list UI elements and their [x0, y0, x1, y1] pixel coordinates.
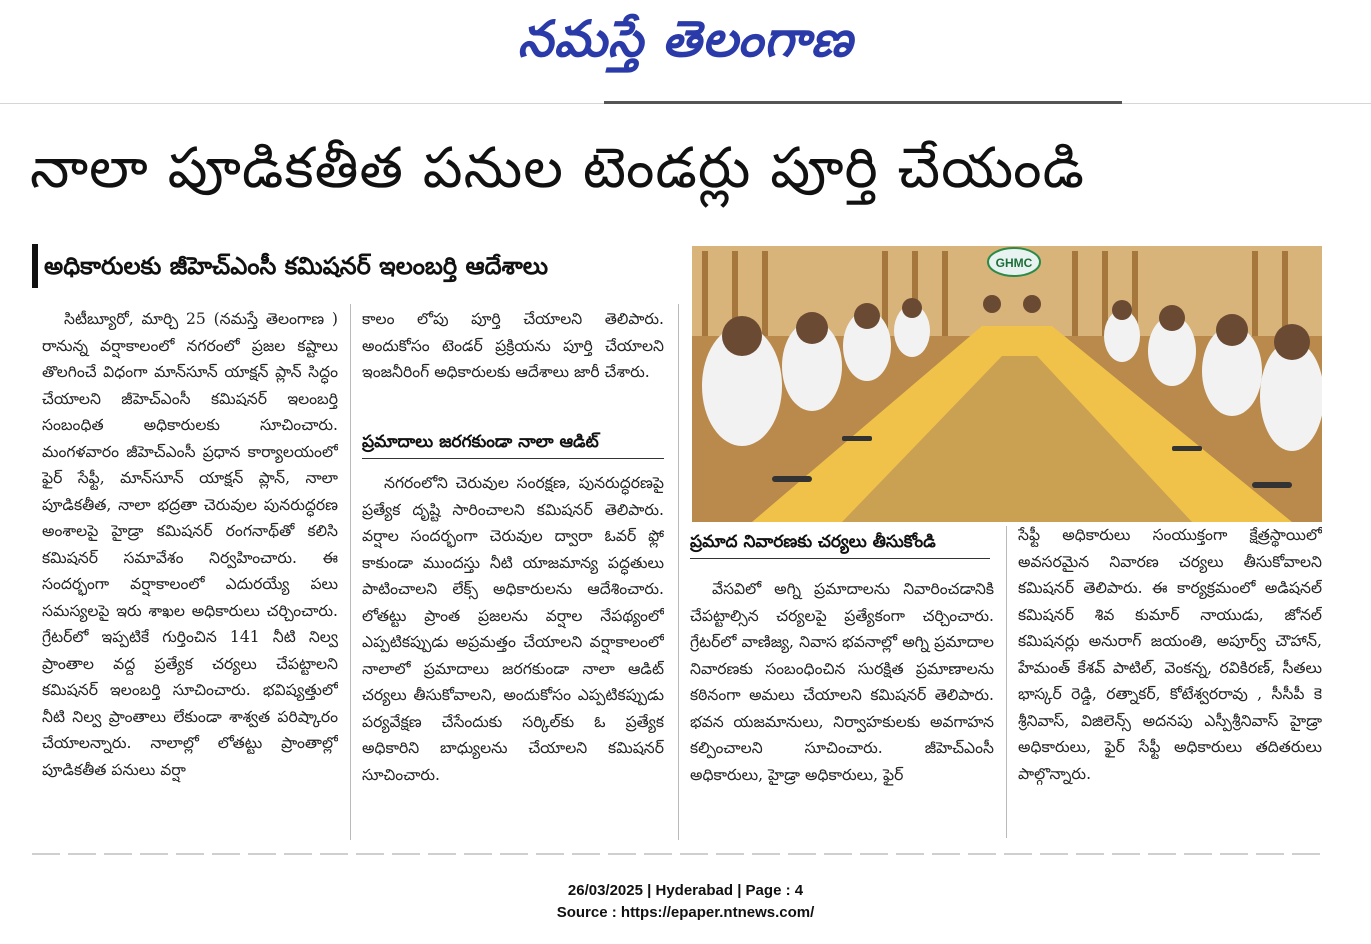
article-column-2 [362, 306, 664, 411]
article-paragraph: సిటీబ్యూరో, మార్చి 25 (నమస్తే తెలంగాణ ) రానున్న వర్షాకాలంలో నగరంలో ప్రజల కష్టాలు తొలగించే విధంగా మాన్‌సూన్ యాక్షన్ ప్లాన్ సిద్ధం చేయాలని జీహెచ్‌ఎంసీ కమిషనర్ ఇలంబర్తి సంబంధిత అధికారులకు సూచించారు. మంగళవారం జీహెచ్‌ఎంసీ ప్రధాన కార్యాలయంలో ఫైర్ సేఫ్టీ, మాన్‌సూన్ యాక్షన్ ప్లాన్, నాలా పూడికతీత, నాలా భద్రతా చెరువుల పునరుద్ధరణ అంశాలపై హైడ్రా కమిషనర్ రంగనాథ్‌తో కలిసి కమిషనర్ సమావేశం నిర్వహించారు. ఈ సందర్భంగా వర్షాకాలంలో ఎదురయ్యే పలు సమస్యలపై ఇరు శాఖల అధికారులు చర్చించారు. గ్రేటర్‌లో ఇప్పటికే గుర్తించిన 141 నీటి నిల్వ ప్రాంతాల వద్ద ప్రత్యేక చర్యలు చేపట్టాలని కమిషనర్ ఇలంబర్తి సూచించారు. భవిష్యత్తులో నీటి నిల్వ ప్రాంతాలు లేకుండా శాశ్వత పరిష్కారం చేయాలన్నారు. నాలాల్లో లోతట్టు ప్రాంతాల్లో పూడికతీత పనులు వర్షా [42, 310, 338, 779]
article-headline: నాలా పూడికతీత పనుల టెండర్లు పూర్తి చేయండి [30, 136, 1085, 201]
article-column-4 [1018, 522, 1322, 834]
section-heading-nala-audit: ప్రమాదాలు జరగకుండా నాలా ఆడిట్ [362, 426, 664, 459]
article-column-3 [690, 576, 994, 836]
article-paragraph: నగరంలోని చెరువుల సంరక్షణ, పునరుద్ధరణపై ప్రత్యేక దృష్టి సారించాలని కమిషనర్ తెలిపారు. వర్షాల సందర్భంగా చెరువుల ద్వారా ఓవర్ ఫ్లో కాకుండా ముందస్తు నీటి యాజమాన్య పద్ధతులు పాటించాలని లేక్స్ అధికారులను ఆదేశించారు. లోతట్టు ప్రాంత ప్రజలను వర్షాల నేపథ్యంలో ఎప్పటికప్పుడు అప్రమత్తం చేయాలని వర్షాకాలంలో నాలాలో ప్రమాదాలు జరగకుండా నాలా ఆడిట్ చర్యలు తీసుకోవాలని, అందుకోసం ఎప్పటికప్పుడు పర్యవేక్షణ చేసేందుకు సర్కిల్‌కు ఓ ప్రత్యేక అధికారిని బాధ్యులను చేయాలని కమిషనర్ సూచించారు. [362, 474, 664, 784]
article-subheadline: అధికారులకు జీహెచ్‌ఎంసీ కమిషనర్ ఇలంబర్తి ఆదేశాలు [44, 252, 549, 280]
header-accent-rule [604, 101, 1122, 104]
section-heading-fire-prevention: ప్రమాద నివారణకు చర్యలు తీసుకోండి [690, 526, 990, 559]
article-paragraph: సేఫ్టీ అధికారులు సంయుక్తంగా క్షేత్రస్థాయిలో అవసరమైన నివారణ చర్యలు తీసుకోవాలని కమిషనర్ తెలిపారు. ఈ కార్యక్రమంలో అడిషనల్ కమిషనర్ శివ కుమార్ నాయుడు, జోనల్ కమిషనర్లు అనురాగ్ జయంతి, అపూర్వ్ చౌహాన్, హేమంత్ కేశవ్ పాటిల్, వెంకన్న, రవికిరణ్, సీతలు భాస్కర్ రెడ్డి, రత్నాకర్, కోటేశ్వరరావు , సీసీపీ కె శ్రీనివాస్, విజిలెన్స్ అదనపు ఎస్పీశ్రీనివాస్ హైడ్రా అధికారులు, ఫైర్ సేఫ్టీ అధికారులు తదితరులు పాల్గొన్నారు. [1018, 526, 1322, 783]
column-divider [350, 304, 351, 840]
article-paragraph: వేసవిలో అగ్ని ప్రమాదాలను నివారించడానికి చేపట్టాల్సిన చర్యలపై ప్రత్యేకంగా చర్చించారు. గ్రేటర్‌లో వాణిజ్య, నివాస భవనాల్లో అగ్ని ప్రమాదాల నివారణకు సంబంధించిన సురక్షిత ప్రమాణాలను కఠినంగా అమలు చేయాలని కమిషనర్ తెలిపారు. భవన యజమానులు, నిర్వాహకులకు అవగాహన కల్పించాలని సూచించారు. జీహెచ్‌ఎంసీ అధికారులు, హైడ్రా అధికారులు, ఫైర్ [690, 580, 994, 784]
footer-date-edition: 26/03/2025 | Hyderabad | Page : 4 [567, 882, 804, 899]
article-column-1 [42, 306, 338, 841]
meeting-photo [692, 246, 1322, 522]
article-paragraph: కాలం లోపు పూర్తి చేయాలని తెలిపారు. అందుకోసం టెండర్ ప్రక్రియను పూర్తి చేయాలని ఇంజనీరింగ్ అధికారులకు ఆదేశాలు జారీ చేశారు. [362, 310, 664, 381]
ghmc-logo: GHMC [995, 256, 1033, 270]
column-divider [1006, 526, 1007, 838]
article-column-2b [362, 470, 664, 830]
masthead [0, 0, 1371, 78]
newspaper-logo: నమస్తే తెలంగాణ [517, 10, 854, 68]
footer-source: Source : https://epaper.ntnews.com/ [556, 904, 815, 921]
column-divider [678, 304, 679, 840]
article-bottom-rule [32, 853, 1322, 855]
subheadline-marker [32, 244, 38, 288]
meeting-photo-illustration [692, 246, 1322, 522]
page-footer [0, 880, 1371, 924]
